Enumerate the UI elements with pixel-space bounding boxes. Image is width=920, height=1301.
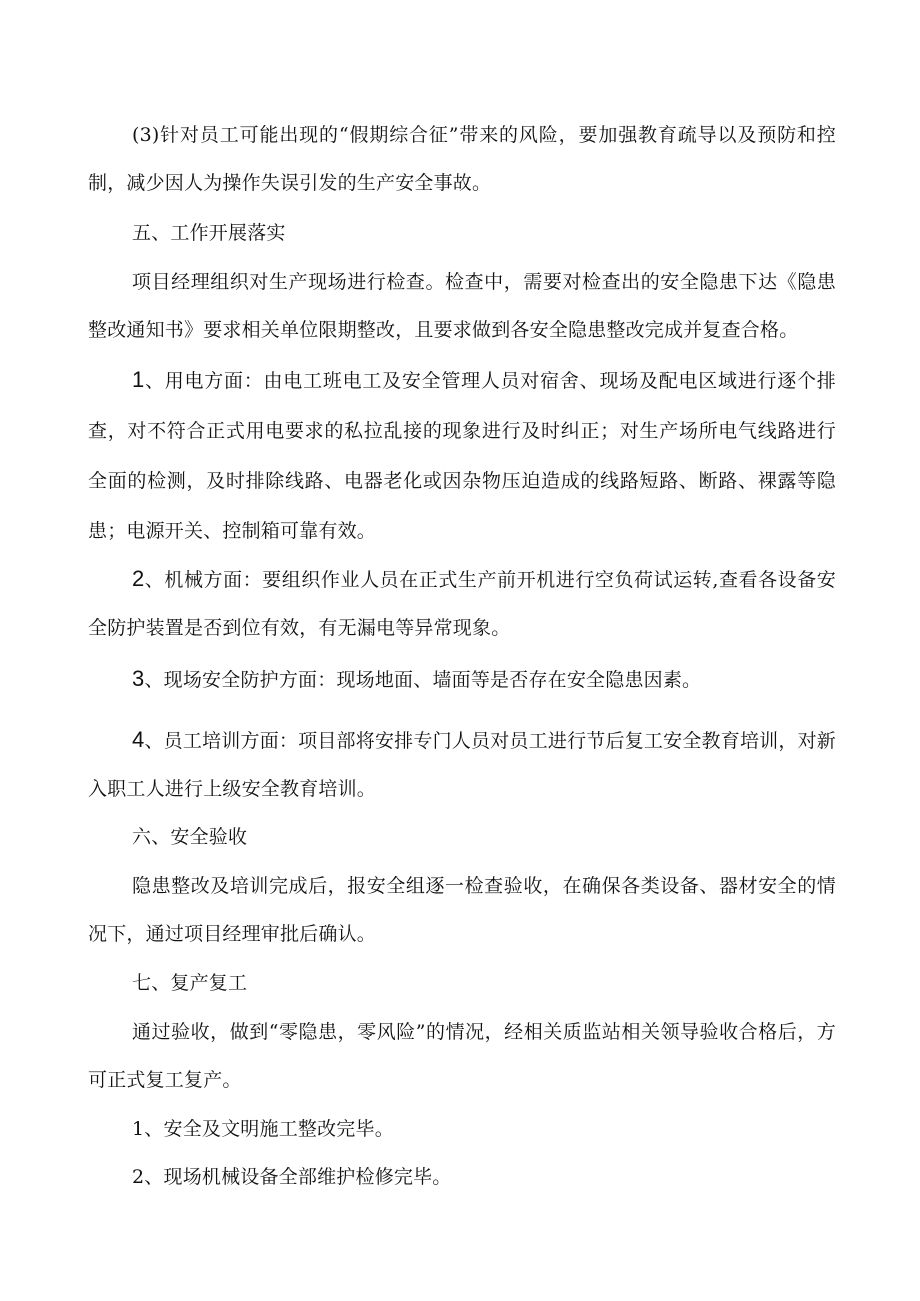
item-text: 1、安全及文明施工整改完毕。 xyxy=(132,1118,394,1140)
item-text: 、机械方面：要组织作业人员在正式生产前开机进行空负荷试运转,查看各设备安全防护装置是否到位有效，有无漏电等异常现象。 xyxy=(88,569,836,639)
paragraph-risk-control xyxy=(88,111,836,207)
list-item-civilized-construction xyxy=(88,1105,836,1153)
item-text: 、现场安全防护方面：现场地面、墙面等是否存在安全隐患因素。 xyxy=(144,669,702,691)
section-heading-6 xyxy=(88,813,836,861)
item-number: 2 xyxy=(132,566,145,591)
list-item-training xyxy=(88,716,836,813)
list-item-site-protection xyxy=(88,655,836,704)
paragraph-inspection xyxy=(88,258,836,354)
paragraph-resumption xyxy=(88,1008,836,1104)
heading-text: 七、复产复工 xyxy=(132,972,248,994)
paragraph-text: 通过验收，做到“零隐患，零风险”的情况，经相关质监站相关领导验收合格后，方可正式复工复产。 xyxy=(88,1021,836,1091)
paragraph-text: 隐患整改及培训完成后，报安全组逐一检查验收，在确保各类设备、器材安全的情况下，通过项目经理审批后确认。 xyxy=(88,875,836,945)
item-number: 1 xyxy=(132,367,145,392)
list-item-equipment-maintenance xyxy=(88,1153,836,1201)
paragraph-acceptance xyxy=(88,862,836,958)
item-text: 2、现场机械设备全部维护检修完毕。 xyxy=(132,1166,452,1188)
heading-text: 六、安全验收 xyxy=(132,826,248,848)
section-heading-7 xyxy=(88,959,836,1007)
section-heading-5 xyxy=(88,209,836,257)
list-item-electricity xyxy=(88,355,836,556)
paragraph-text: (3)针对员工可能出现的“假期综合征”带来的风险，要加强教育疏导以及预防和控制，减少因人为操作失误引发的生产安全事故。 xyxy=(88,124,836,194)
list-item-machinery xyxy=(88,555,836,652)
item-text: 、用电方面：由电工班电工及安全管理人员对宿舍、现场及配电区域进行逐个排查，对不符合正式用电要求的私拉乱接的现象进行及时纠正；对生产场所电气线路进行全面的检测，及时排除线路、电器老化或因杂物压迫造成的线路短路、断路、裸露等隐患；电源开关、控制箱可靠有效。 xyxy=(88,370,836,542)
item-number: 3 xyxy=(132,666,145,691)
item-text: 、员工培训方面：项目部将安排专门人员对员工进行节后复工安全教育培训，对新入职工人进行上级安全教育培训。 xyxy=(88,730,836,800)
heading-text: 五、工作开展落实 xyxy=(132,222,286,244)
paragraph-text: 项目经理组织对生产现场进行检查。检查中，需要对检查出的安全隐患下达《隐患整改通知书》要求相关单位限期整改，且要求做到各安全隐患整改完成并复查合格。 xyxy=(88,271,836,341)
item-number: 4 xyxy=(132,727,145,752)
